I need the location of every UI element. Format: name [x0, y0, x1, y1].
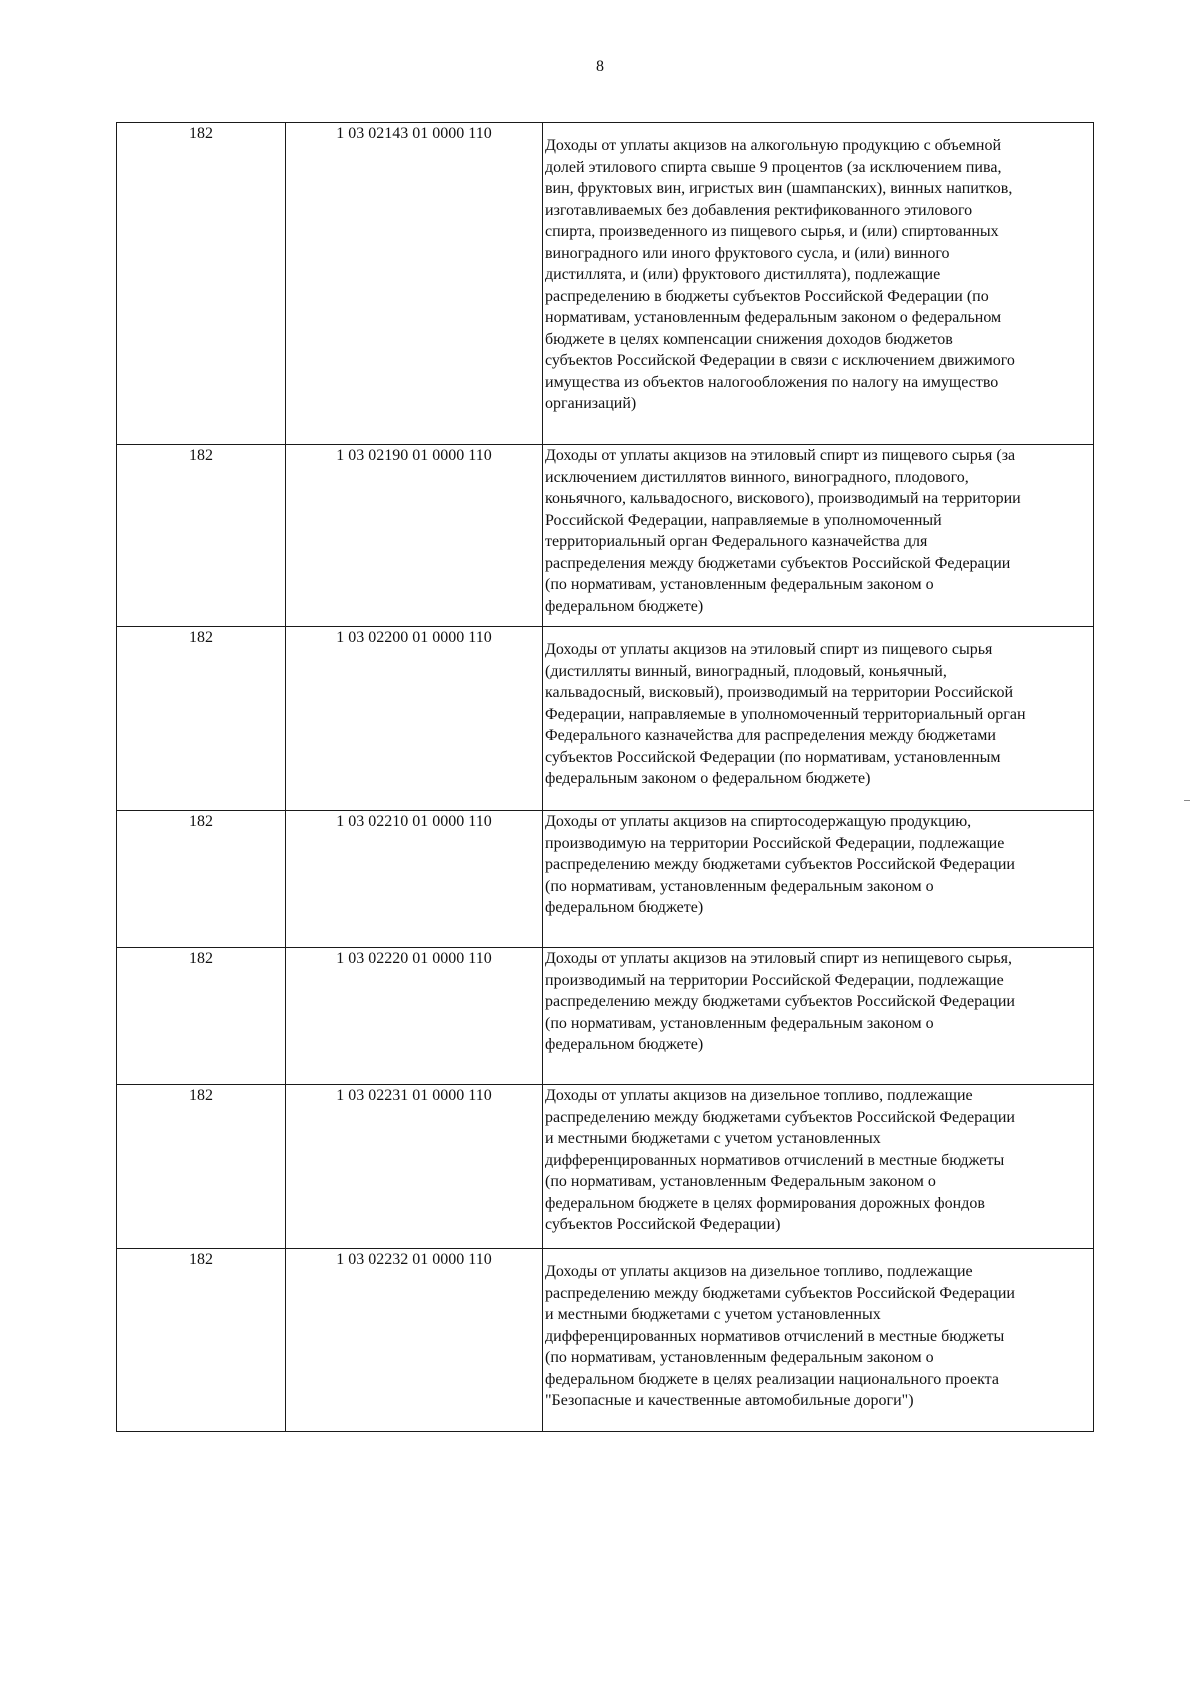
admin-code-cell	[117, 627, 286, 811]
description-cell	[543, 445, 1094, 627]
budget-code-cell	[286, 948, 543, 1085]
income-description: Доходы от уплаты акцизов на этиловый спирт из пищевого сырья (дистилляты винный, виноградный, плодовый, коньячный, кальвадосный, висковый), производимый на территории Российской Федерации, направляемые в уполномоченный территориальный орган Федерального казначейства для распределения между бюджетами субъектов Российской Федерации (по нормативам, установленным федеральным законом о федеральном бюджете)	[545, 641, 1026, 787]
budget-code-cell	[286, 1249, 543, 1432]
description-cell	[543, 627, 1094, 811]
income-description: Доходы от уплаты акцизов на дизельное топливо, подлежащие распределению между бюджетами субъектов Российской Федерации и местными бюджетами с учетом установленных дифференцированных нормативов отчислений в местные бюджеты (по нормативам, установленным федеральным законом о федеральном бюджете в целях реализации национального проекта "Безопасные и качественные автомобильные дороги")	[545, 1263, 1015, 1409]
description-cell	[543, 123, 1094, 445]
budget-classification-table	[116, 122, 1094, 1432]
admin-code-cell	[117, 948, 286, 1085]
table-row	[117, 445, 1094, 627]
margin-scan-mark	[1184, 800, 1190, 801]
admin-code: 182	[189, 1251, 213, 1268]
table-row	[117, 948, 1094, 1085]
budget-code-cell	[286, 445, 543, 627]
description-cell	[543, 811, 1094, 948]
table-row	[117, 1249, 1094, 1432]
budget-code: 1 03 02220 01 0000 110	[336, 950, 492, 967]
admin-code-cell	[117, 1249, 286, 1432]
income-description: Доходы от уплаты акцизов на спиртосодержащую продукцию, производимую на территории Российской Федерации, подлежащие распределению между бюджетами субъектов Российской Федерации (по нормативам, установленным федеральным законом о федеральном бюджете)	[545, 813, 1015, 916]
admin-code: 182	[189, 813, 213, 830]
budget-code-cell	[286, 811, 543, 948]
budget-code-cell	[286, 627, 543, 811]
page-number: 8	[596, 58, 604, 75]
admin-code-cell	[117, 811, 286, 948]
budget-code: 1 03 02200 01 0000 110	[336, 629, 492, 646]
description-cell	[543, 948, 1094, 1085]
admin-code: 182	[189, 1087, 213, 1104]
admin-code-cell	[117, 123, 286, 445]
table-row	[117, 123, 1094, 445]
admin-code: 182	[189, 629, 213, 646]
description-cell	[543, 1085, 1094, 1249]
budget-code: 1 03 02210 01 0000 110	[336, 813, 492, 830]
income-description: Доходы от уплаты акцизов на алкогольную продукцию с объемной долей этилового спирта свыше 9 процентов (за исключением пива, вин, фруктовых вин, игристых вин (шампанских), винных напитков, изготавливаемых без добавления ректификованного этилового спирта, произведенного из пищевого сырья, и (или) спиртованных виноградного или иного фруктового сусла, и (или) винного дистиллята, и (или) фруктового дистиллята), подлежащие распределению в бюджеты субъектов Российской Федерации (по нормативам, установленным федеральным законом о федеральном бюджете в целях компенсации снижения доходов бюджетов субъектов Российской Федерации в связи с исключением движимого имущества из объектов налогообложения по налогу на имущество организаций)	[545, 137, 1015, 412]
admin-code: 182	[189, 447, 213, 464]
budget-code: 1 03 02143 01 0000 110	[336, 125, 492, 142]
income-description: Доходы от уплаты акцизов на этиловый спирт из непищевого сырья, производимый на территории Российской Федерации, подлежащие распределению между бюджетами субъектов Российской Федерации (по нормативам, установленным федеральным законом о федеральном бюджете)	[545, 950, 1015, 1053]
admin-code-cell	[117, 1085, 286, 1249]
description-cell	[543, 1249, 1094, 1432]
income-description: Доходы от уплаты акцизов на дизельное топливо, подлежащие распределению между бюджетами субъектов Российской Федерации и местными бюджетами с учетом установленных дифференцированных нормативов отчислений в местные бюджеты (по нормативам, установленным Федеральным законом о федеральном бюджете в целях формирования дорожных фондов субъектов Российской Федерации)	[545, 1087, 1015, 1233]
budget-code-cell	[286, 1085, 543, 1249]
budget-code: 1 03 02232 01 0000 110	[336, 1251, 492, 1268]
table-row	[117, 811, 1094, 948]
table-row	[117, 627, 1094, 811]
income-description: Доходы от уплаты акцизов на этиловый спирт из пищевого сырья (за исключением дистиллятов винного, виноградного, плодового, коньячного, кальвадосного, вискового), производимый на территории Российской Федерации, направляемые в уполномоченный территориальный орган Федерального казначейства для распределения между бюджетами субъектов Российской Федерации (по нормативам, установленным федеральным законом о федеральном бюджете)	[545, 447, 1021, 615]
budget-code: 1 03 02190 01 0000 110	[336, 447, 492, 464]
budget-code-cell	[286, 123, 543, 445]
admin-code-cell	[117, 445, 286, 627]
admin-code: 182	[189, 125, 213, 142]
table-row	[117, 1085, 1094, 1249]
budget-code: 1 03 02231 01 0000 110	[336, 1087, 492, 1104]
admin-code: 182	[189, 950, 213, 967]
